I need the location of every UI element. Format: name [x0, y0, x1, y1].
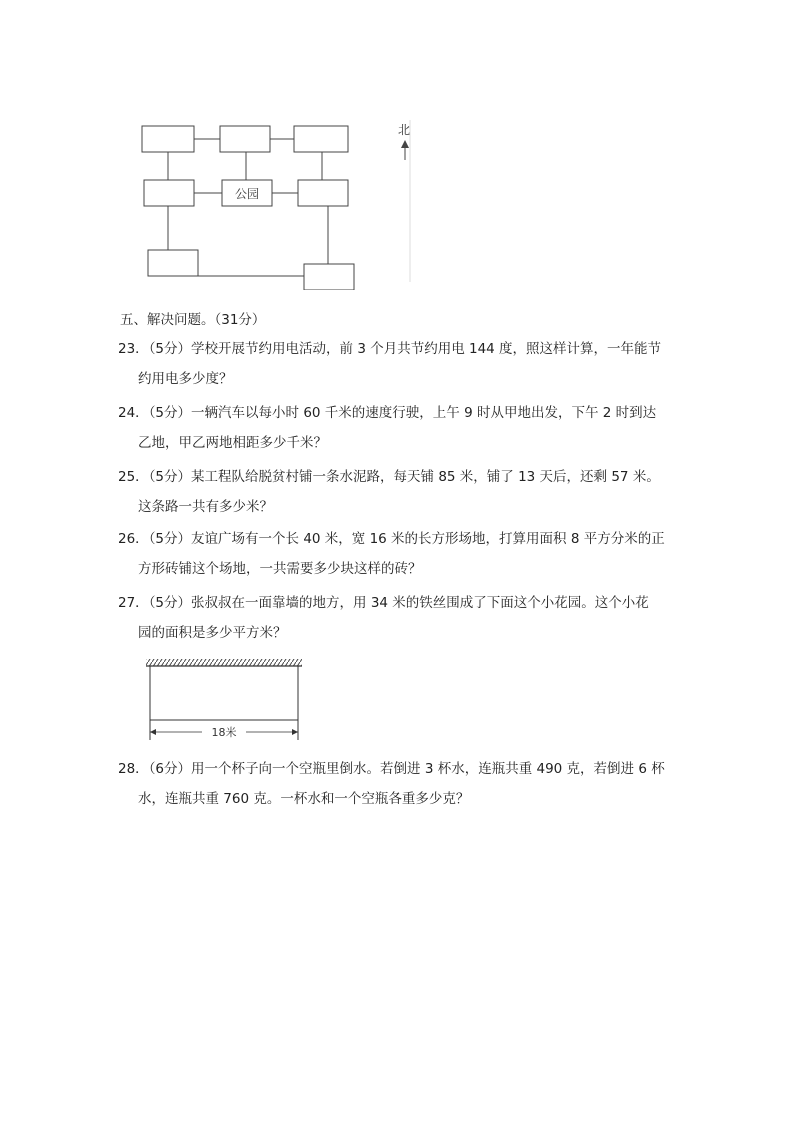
problem-line: [118, 462, 678, 492]
dimension-arrow-left: [150, 729, 156, 735]
problem-text: 某工程队给脱贫村铺一条水泥路，每天铺 85 米，铺了 13 天后，还剩 57 米。: [191, 469, 660, 485]
problem-points: （5分）: [148, 469, 192, 485]
problem-text-continued: 水，连瓶共重 760 克。一杯水和一个空瓶各重多少克？: [138, 791, 470, 807]
problem-26: [118, 524, 678, 584]
dimension-arrow-right: [292, 729, 298, 735]
problem-line: [118, 398, 678, 428]
problem-line: [118, 524, 678, 554]
problem-number: 27．: [118, 595, 149, 611]
map-box-middle-right: [298, 180, 348, 206]
problem-points: （5分）: [148, 595, 192, 611]
problem-text-continued: 乙地，甲乙两地相距多少千米？: [138, 435, 327, 451]
problem-23: [118, 334, 678, 394]
north-label: 北: [397, 123, 411, 137]
wall-hatching: [146, 659, 302, 666]
map-box-bottom-left: [148, 250, 198, 276]
problem-points: （5分）: [148, 405, 192, 421]
problem-text-continued: 这条路一共有多少米？: [138, 499, 273, 515]
north-arrow-head: [401, 140, 409, 148]
dimension-label: 18米: [211, 726, 237, 739]
problem-number: 28．: [118, 761, 149, 777]
problem-line: [118, 754, 678, 784]
garden-figure: [144, 656, 314, 744]
garden-diagram: [144, 656, 314, 744]
problem-line: [118, 588, 678, 618]
problem-points: （5分）: [148, 341, 192, 357]
problem-line: [118, 334, 678, 364]
map-diagram: [136, 112, 426, 290]
problem-number: 24．: [118, 405, 149, 421]
map-box-bottom-right: [304, 264, 354, 290]
section-heading: 五、解决问题。（31分）: [120, 312, 266, 328]
problem-24: [118, 398, 678, 458]
problem-text-continued: 园的面积是多少平方米？: [138, 625, 287, 641]
problem-text: 张叔叔在一面靠墙的地方，用 34 米的铁丝围成了下面这个小花园。这个小花: [191, 595, 649, 611]
map-box-top-middle: [220, 126, 270, 152]
map-box-middle-left: [144, 180, 194, 206]
problem-text-continued: 约用电多少度？: [138, 371, 233, 387]
problem-number: 25．: [118, 469, 149, 485]
map-box-top-left: [142, 126, 194, 152]
map-figure: [136, 112, 426, 290]
road: [198, 263, 304, 276]
problem-28: [118, 754, 678, 814]
problem-text-continued: 方形砖铺这个场地，一共需要多少块这样的砖？: [138, 561, 422, 577]
park-label: 公园: [234, 187, 260, 201]
problem-text: 一辆汽车以每小时 60 千米的速度行驶，上午 9 时从甲地出发，下午 2 时到达: [191, 405, 657, 421]
map-box-top-right: [294, 126, 348, 152]
problem-text: 学校开展节约用电活动，前 3 个月共节约用电 144 度，照这样计算，一年能节: [191, 341, 662, 357]
problem-27: [118, 588, 678, 648]
problem-points: （5分）: [148, 531, 192, 547]
problem-number: 26．: [118, 531, 149, 547]
problem-text: 用一个杯子向一个空瓶里倒水。若倒进 3 杯水，连瓶共重 490 克，若倒进 6 杯: [191, 761, 665, 777]
problem-points: （6分）: [148, 761, 192, 777]
problem-text: 友谊广场有一个长 40 米，宽 16 米的长方形场地，打算用面积 8 平方分米的正: [191, 531, 665, 547]
problem-number: 23．: [118, 341, 149, 357]
problem-25: [118, 462, 678, 522]
